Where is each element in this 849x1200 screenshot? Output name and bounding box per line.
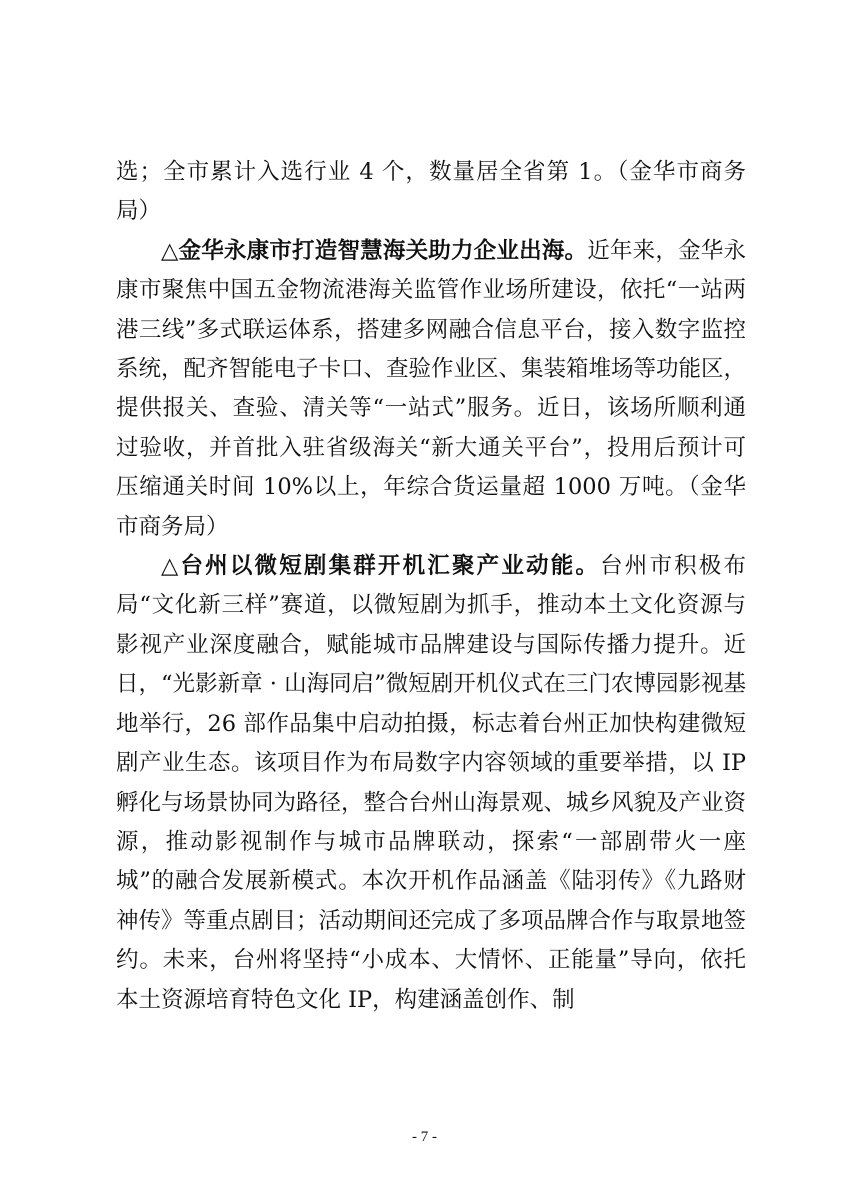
paragraph-body: 近年来，金华永康市聚焦中国五金物流港海关监管作业场所建设，依托“一站两港三线”多式联运体系，搭建多网融合信息平台，接入数字监控系统，配齐智能电子卡口、查验作业区、集装箱堆场等功能区，提供报关、查验、清关等“一站式”服务。近日，该场所顺利通过验收，并首批入驻省级海关“新大通关平台”，投用后预计可压缩通关时间 10%以上，年综合货运量超 1000 万吨。（金华市商务局） bbox=[116, 237, 747, 540]
page-number: - 7 - bbox=[412, 1129, 437, 1145]
paragraph-body: 台州市积极布局“文化新三样”赛道，以微短剧为抓手，推动本土文化资源与影视产业深度融合，赋能城市品牌建设与国际传播力提升。近日，“光影新章 · 山海同启”微短剧开机仪式在三门农博园影视基地举行，26 部作品集中启动拍摄，标志着台州正加快构建微短剧产业生态。该项目作为布局数字内容领域的重要举措，以 IP 孵化与场景协同为路径，整合台州山海景观、城乡风貌及产业资源，推动影视制作与城市品牌联动，探索“一部剧带火一座城”的融合发展新模式。本次开机作品涵盖《陆羽传》《九路财神传》等重点剧目；活动期间还完成了多项品牌合作与取景地签约。未来，台州将坚持“小成本、大情怀、正能量”导向，依托本土资源培育特色文化 IP，构建涵盖创作、制 bbox=[116, 553, 747, 1013]
paragraph-jinhua-yongkang bbox=[116, 232, 746, 547]
paragraph-heading: △金华永康市打造智慧海关助力企业出海。 bbox=[161, 237, 588, 264]
paragraph-taizhou-microdrama bbox=[116, 547, 746, 1020]
article-body bbox=[116, 153, 746, 1020]
paragraph-continuation bbox=[116, 153, 746, 232]
paragraph-heading: △台州以微短剧集群开机汇聚产业动能。 bbox=[161, 553, 601, 580]
paragraph-body: 选；全市累计入选行业 4 个，数量居全省第 1。（金华市商务局） bbox=[116, 159, 746, 225]
